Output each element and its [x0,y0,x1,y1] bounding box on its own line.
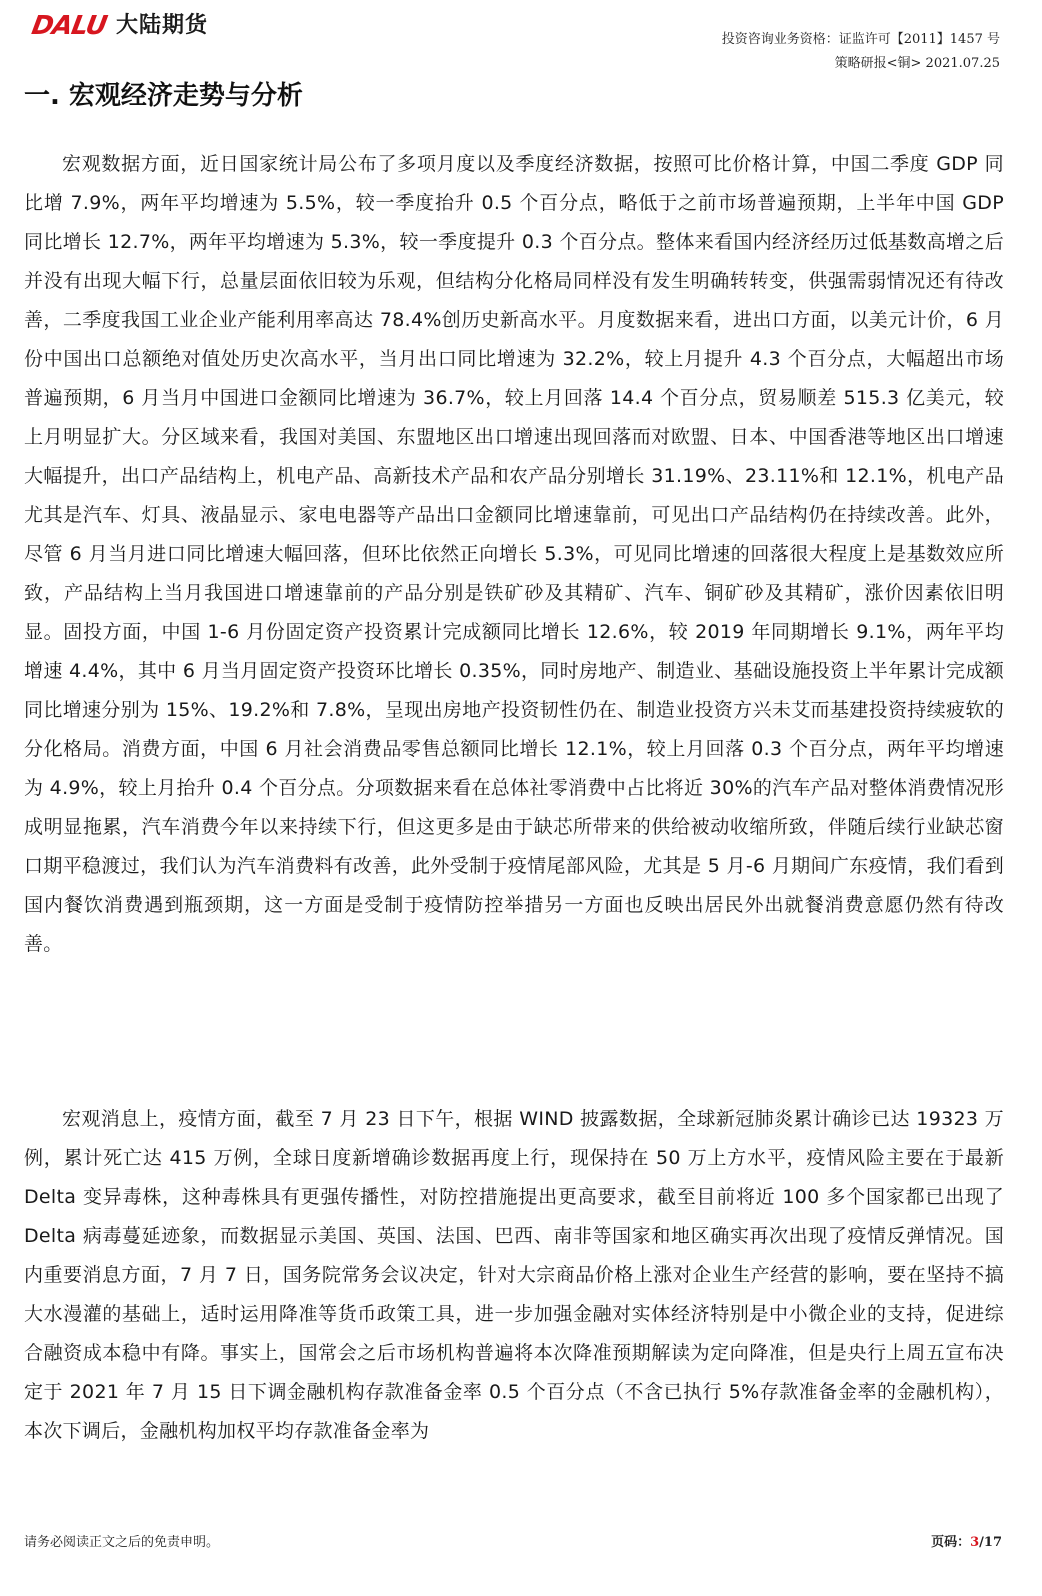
disclaimer-note: 请务必阅读正文之后的免责申明。 [24,1535,220,1550]
page-label: 页码： [931,1535,971,1550]
company-logo [29,11,208,41]
page-number [931,1531,1002,1550]
report-type-date: 策略研报<铜> 2021.07.25 [834,56,1000,71]
header-meta [722,28,1000,76]
qualification-line: 投资咨询业务资格：证监许可【2011】1457 号 [721,32,1000,47]
section-title: 一. 宏观经济走势与分析 [24,81,303,111]
paragraph-macro-news: 宏观消息上，疫情方面，截至 7 月 23 日下午，根据 WIND 披露数据，全球新冠肺炎累计确诊已达 19323 万例，累计死亡达 415 万例，全球日度新增确诊数据再度上行，现保持在 50 万上方水平，疫情风险主要在于最新 Delta 变异毒株，这种毒株具有更强传播性，对防控措施提出更高要求，截至目前将近 100 多个国家都已出现了 Delta 病毒蔓延迹象，而数据显示美国、英国、法国、巴西、南非等国家和地区确实再次出现了疫情反弹情况。国内重要消息方面，7 月 7 日，国务院常务会议决定，针对大宗商品价格上涨对企业生产经营的影响，要在坚持不搞大水漫灌的基础上，适时运用降准等货币政策工具，进一步加强金融对实体经济特别是中小微企业的支持，促进综合融资成本稳中有降。事实上，国常会之后市场机构普遍将本次降准预期解读为定向降准，但是央行上周五宣布决定于 2021 年 7 月 15 日下调金融机构存款准备金率 0.5 个百分点（不含已执行 5%存款准备金率的金融机构），本次下调后，金融机构加权平均存款准备金率为 [24,1108,1004,1442]
logo-mark: DALU [29,11,109,41]
logo-text: 大陆期货 [115,13,208,38]
page-current: 3 [970,1535,980,1550]
paragraph-macro-data: 宏观数据方面，近日国家统计局公布了多项月度以及季度经济数据，按照可比价格计算，中国二季度 GDP 同比增 7.9%，两年平均增速为 5.5%，较一季度抬升 0.5 个百分点，略低于之前市场普遍预期，上半年中国 GDP 同比增长 12.7%，两年平均增速为 5.3%，较一季度提升 0.3 个百分点。整体来看国内经济经历过低基数高增之后并没有出现大幅下行，总量层面依旧较为乐观，但结构分化格局同样没有发生明确转转变，供强需弱情况还有待改善，二季度我国工业企业产能利用率高达 78.4%创历史新高水平。月度数据来看，进出口方面，以美元计价，6 月份中国出口总额绝对值处历史次高水平，当月出口同比增速为 32.2%，较上月提升 4.3 个百分点，大幅超出市场普遍预期，6 月当月中国进口金额同比增速为 36.7%，较上月回落 14.4 个百分点，贸易顺差 515.3 亿美元，较上月明显扩大。分区域来看，我国对美国、东盟地区出口增速出现回落而对欧盟、日本、中国香港等地区出口增速大幅提升，出口产品结构上，机电产品、高新技术产品和农产品分别增长 31.19%、23.11%和 12.1%，机电产品尤其是汽车、灯具、液晶显示、家电电器等产品出口金额同比增速靠前，可见出口产品结构仍在持续改善。此外，尽管 6 月当月进口同比增速大幅回落，但环比依然正向增长 5.3%，可见同比增速的回落很大程度上是基数效应所致，产品结构上当月我国进口增速靠前的产品分别是铁矿砂及其精矿、汽车、铜矿砂及其精矿，涨价因素依旧明显。固投方面，中国 1-6 月份固定资产投资累计完成额同比增长 12.6%，较 2019 年同期增长 9.1%，两年平均增速 4.4%，其中 6 月当月固定资产投资环比增长 0.35%，同时房地产、制造业、基础设施投资上半年累计完成额同比增速分别为 15%、19.2%和 7.8%，呈现出房地产投资韧性仍在、制造业投资方兴未艾而基建投资持续疲软的分化格局。消费方面，中国 6 月社会消费品零售总额同比增长 12.1%，较上月回落 0.3 个百分点，两年平均增速为 4.9%，较上月抬升 0.4 个百分点。分项数据来看在总体社零消费中占比将近 30%的汽车产品对整体消费情况形成明显拖累，汽车消费今年以来持续下行，但这更多是由于缺芯所带来的供给被动收缩所致，伴随后续行业缺芯窗口期平稳渡过，我们认为汽车消费料有改善，此外受制于疫情尾部风险，尤其是 5 月-6 月期间广东疫情，我们看到国内餐饮消费遇到瓶颈期，这一方面是受制于疫情防控举措另一方面也反映出居民外出就餐消费意愿仍然有待改善。 [24,153,1004,955]
page-total: /17 [979,1535,1002,1550]
page-footer [0,1525,1042,1565]
page-header [0,0,1042,80]
